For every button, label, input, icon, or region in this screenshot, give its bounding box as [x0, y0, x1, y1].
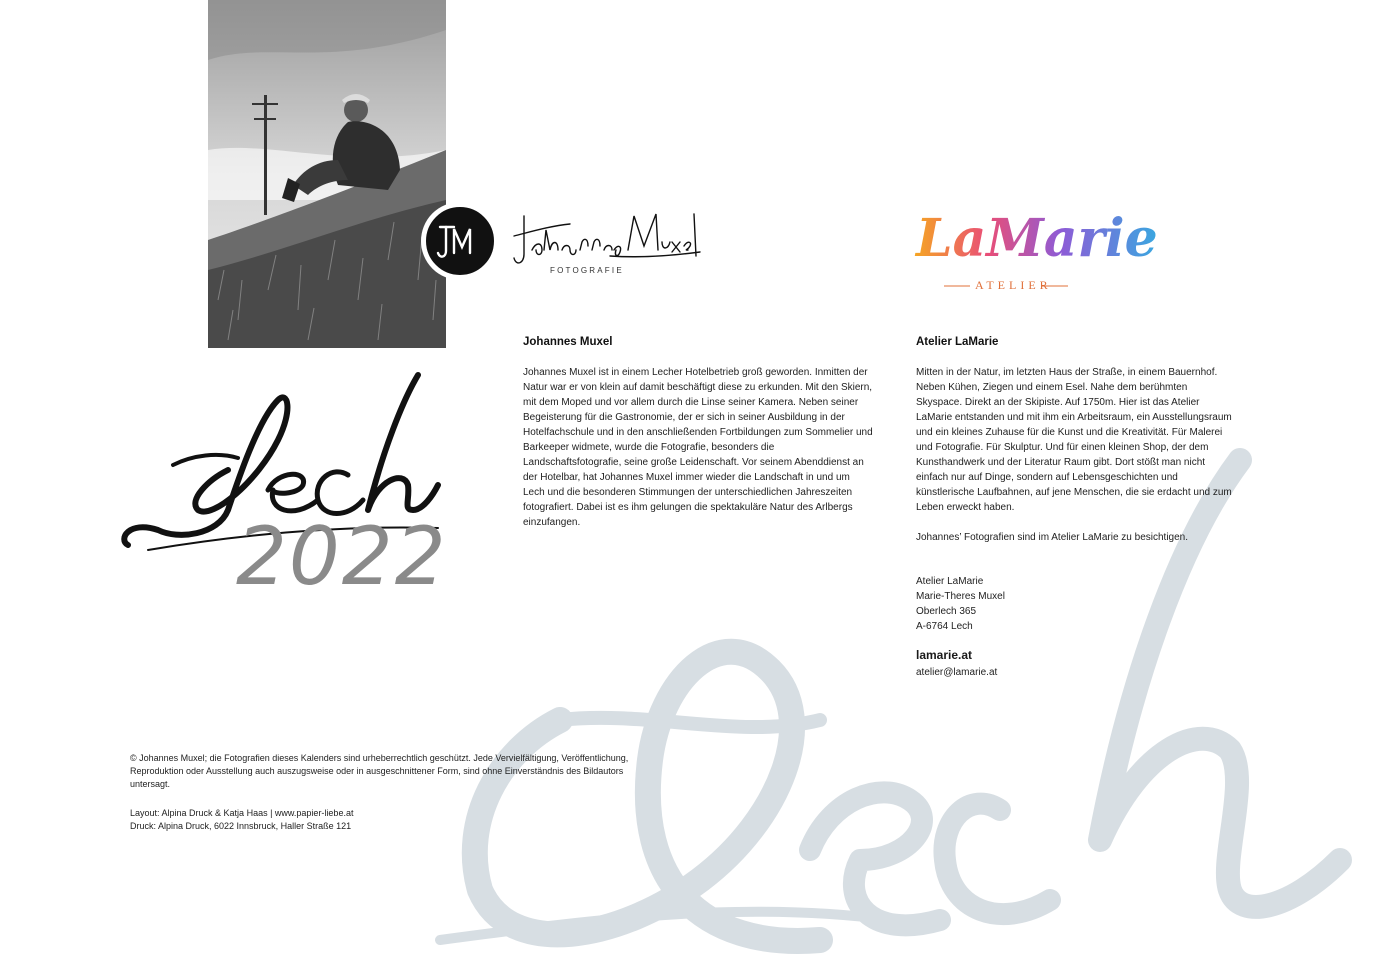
jm-signature: [510, 206, 705, 270]
photographer-photo: [208, 0, 446, 348]
copyright-notice: © Johannes Muxel; die Fotografien dieses Kalenders sind urheberrechtlich geschützt. Jede Vervielfältigung, Veröffentlichung, Reproduktion oder Ausstellung auch auszugsweise oder in ausgeschnittener Form, sind ohne Einverständnis des Bildautors untersagt.: [130, 753, 629, 789]
atelier-address: [916, 574, 1005, 634]
jm-subtitle: FOTOGRAFIE: [550, 266, 624, 275]
address-line: Oberlech 365: [916, 606, 977, 617]
year-title: 2022: [236, 510, 448, 603]
lamarie-logo: [914, 204, 1158, 270]
print-credit: Druck: Alpina Druck, 6022 Innsbruck, Haller Straße 121: [130, 821, 352, 831]
johannes-bio: Johannes Muxel ist in einem Lecher Hotelbetrieb groß geworden. Inmitten der Natur war er von klein auf damit beschäftigt diese zu erkunden. Mit den Skiern, mit dem Moped und vor allem durch die Linse seiner Kamera. Neben seiner Begeisterung für die Gastronomie, der er sich in seiner Ausbildung in der Hotelfachschule und in den anschließenden Fortbildungen zum Sommelier und Barkeeper widmete, wurde die Fotografie, besonders die Landschaftsfotografie, seine große Leidenschaft. Vor seinem Abenddienst an der Hotelbar, hat Johannes Muxel immer wieder die Landschaft in und um Lech und die besonderen Stimmungen der unterschiedlichen Jahreszeiten fotografiert. Dabei ist es ihm gelungen die spektakuläre Natur des Arlbergs einzufangen.: [523, 367, 873, 528]
layout-credit: Layout: Alpina Druck & Katja Haas | www.papier-liebe.at: [130, 808, 354, 818]
lamarie-wordmark: LaMarie: [916, 208, 1158, 269]
address-line: Marie-Theres Muxel: [916, 591, 1005, 602]
jm-monogram-icon: [426, 207, 494, 275]
email-link[interactable]: atelier@lamarie.at: [916, 667, 998, 678]
photo-illustration: [208, 0, 446, 348]
johannes-heading: Johannes Muxel: [523, 336, 613, 348]
atelier-heading: Atelier LaMarie: [916, 336, 999, 348]
address-line: Atelier LaMarie: [916, 576, 984, 587]
atelier-note: Johannes’ Fotografien sind im Atelier LaMarie zu besichtigen.: [916, 532, 1189, 543]
jm-logo-badge: [421, 202, 499, 280]
website-link[interactable]: lamarie.at: [916, 648, 973, 662]
address-line: A-6764 Lech: [916, 621, 973, 632]
atelier-description: Mitten in der Natur, im letzten Haus der Straße, in einem Bauernhof. Neben Kühen, Ziegen und einem Esel. Nahe dem berühmten Skyspace. Direkt an der Skipiste. Auf 1750m. Hier ist das Atelier LaMarie entstanden und mit ihm ein Arbeitsraum, ein Ausstellungsraum und ein kleines Zuhause für die Kunst und die Kreativität. Für Malerei und Fotografie. Für Skulptur. Und für einen kleinen Shop, der dem Kunsthandwerk und der Literatur Raum gibt. Dort stößt man nicht einfach nur auf Dinge, sondern auf Lebensgeschichten und künstlerische Laufbahnen, auf jene Menschen, die sie erdacht und zum Leben erweckt haben.: [916, 367, 1232, 513]
atelier-subtitle: ATELIER: [975, 278, 1052, 292]
credits: [130, 807, 353, 833]
